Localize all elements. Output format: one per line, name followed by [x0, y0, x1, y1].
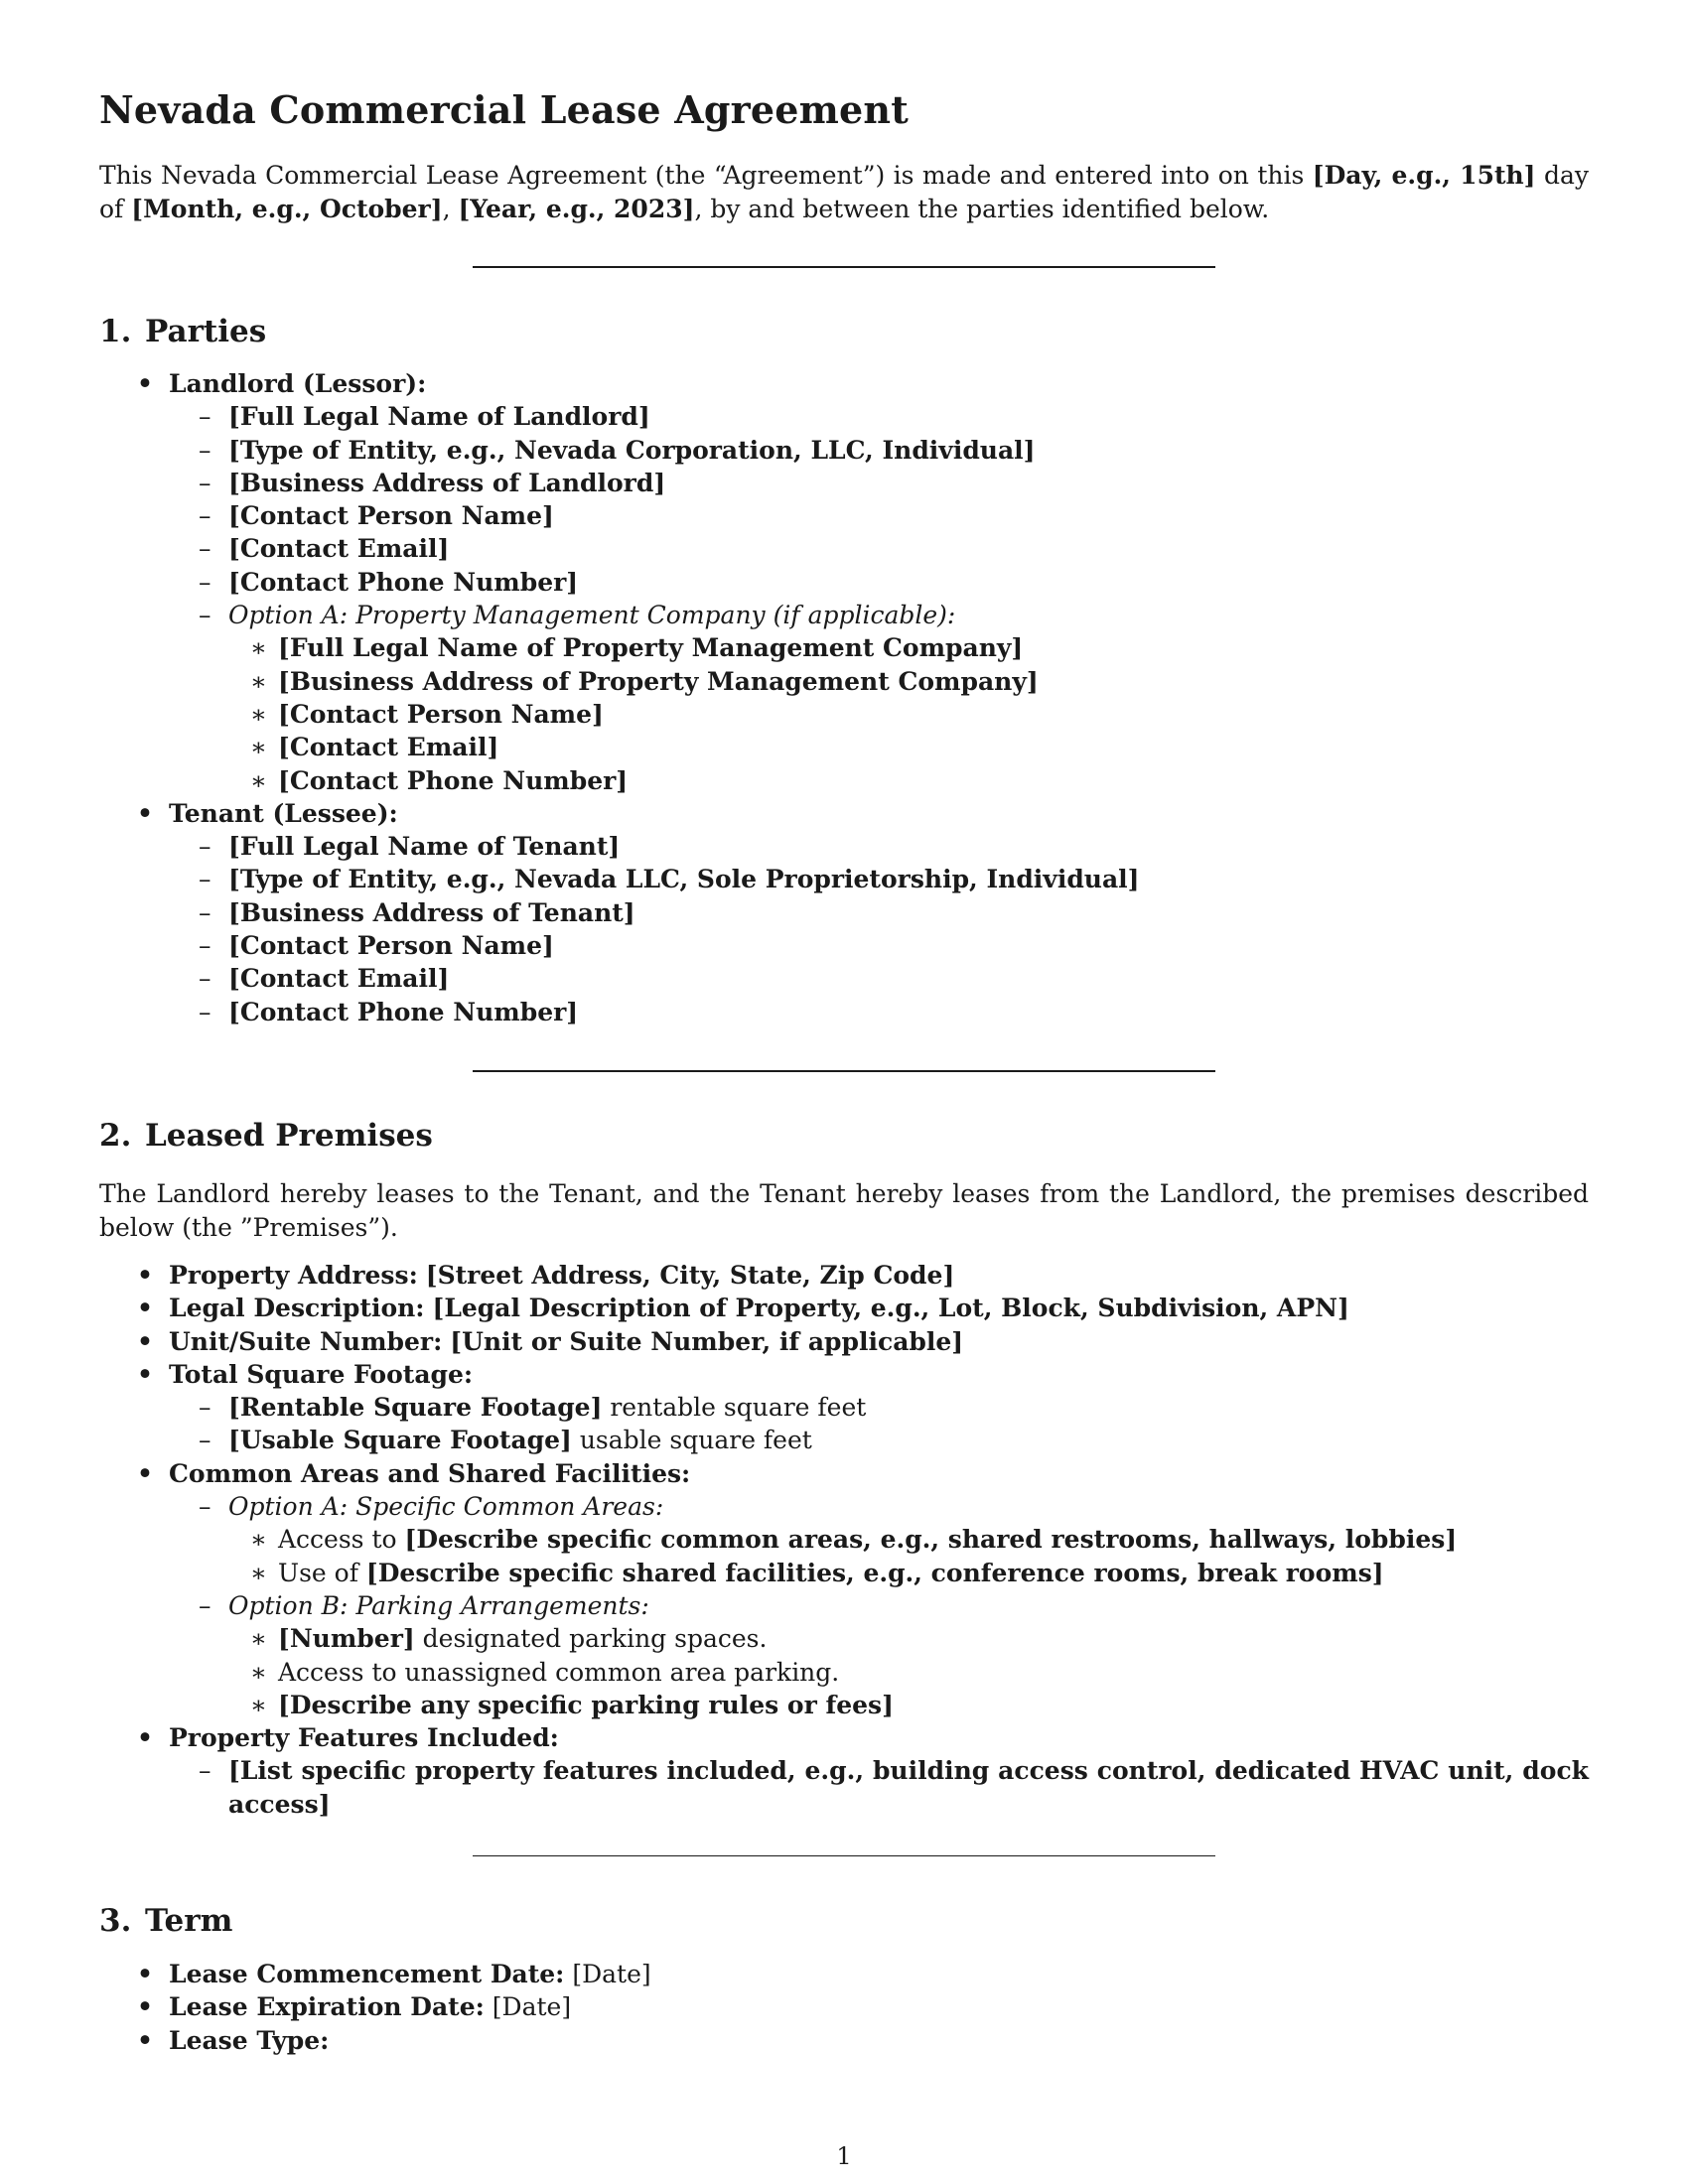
field-label: Lease Expiration Date: — [169, 1992, 485, 2022]
field-label: Common Areas and Shared Facilities: — [169, 1458, 691, 1488]
list-item — [169, 896, 1589, 929]
placeholder-text: [Business Address of Landlord] — [228, 468, 666, 497]
legal-description-item — [99, 1292, 1589, 1324]
placeholder-text: [Type of Entity, e.g., Nevada LLC, Sole Proprietorship, Individual] — [228, 865, 1140, 894]
placeholder-text: [Contact Person Name] — [228, 501, 554, 531]
section-number: 2. — [99, 1118, 132, 1154]
list-item — [228, 665, 1589, 698]
placeholder-text: [Contact Email] — [278, 733, 499, 762]
horizontal-rule — [473, 266, 1215, 268]
common-areas-item — [99, 1457, 1589, 1721]
option-a-details — [228, 1523, 1589, 1589]
unit-text: rentable square feet — [602, 1393, 867, 1423]
placeholder-text: [Describe any specific parking rules or fees] — [278, 1690, 894, 1719]
placeholder-text: [Contact Phone Number] — [228, 997, 579, 1026]
option-a-item — [169, 1490, 1589, 1589]
intro-text-2: day of — [99, 161, 1589, 223]
placeholder-text: [List specific property features included, e.g., building access control, dedicated HVAC unit, dock access] — [228, 1756, 1589, 1819]
list-item — [169, 434, 1589, 467]
section-heading-term — [99, 1903, 232, 1939]
field-label: Legal Description: — [169, 1294, 425, 1323]
page-number: 1 — [836, 2142, 852, 2170]
item-text: Access to unassigned common area parking. — [278, 1657, 840, 1687]
intro-month: [Month, e.g., October] — [131, 195, 443, 223]
list-item — [169, 929, 1589, 962]
list-item — [228, 1689, 1589, 1721]
prefix-text: Use of — [278, 1558, 366, 1587]
list-item — [169, 863, 1589, 895]
tenant-item — [99, 797, 1589, 1028]
placeholder-text: [Full Legal Name of Tenant] — [228, 832, 621, 862]
field-label: Lease Type: — [169, 2025, 330, 2055]
lease-type-item — [99, 2024, 1589, 2057]
list-item — [228, 631, 1589, 664]
tenant-details — [169, 830, 1589, 1028]
placeholder-text: [Full Legal Name of Property Management Company] — [278, 633, 1024, 663]
list-item — [169, 962, 1589, 995]
premises-intro: The Landlord hereby leases to the Tenant, and the Tenant hereby leases from the Landlord, the premises described below (the ”Premises”). — [99, 1179, 1589, 1242]
unit-number-item — [99, 1325, 1589, 1358]
placeholder-text: [Unit or Suite Number, if applicable] — [450, 1326, 964, 1356]
field-label: Property Address: — [169, 1261, 418, 1290]
section-title: Parties — [145, 314, 267, 349]
option-label: Option A: Specific Common Areas: — [228, 1492, 664, 1522]
common-areas-options — [169, 1490, 1589, 1721]
list-item — [169, 996, 1589, 1028]
list-item — [228, 1622, 1589, 1655]
option-b-item — [169, 1589, 1589, 1721]
square-footage-item — [99, 1358, 1589, 1457]
list-item — [169, 830, 1589, 863]
intro-text-4: , by and between the parties identified below. — [694, 195, 1270, 223]
option-a-label: Option A: Property Management Company (if applicable): — [228, 601, 956, 630]
intro-year: [Year, e.g., 2023] — [458, 195, 695, 223]
list-item — [169, 566, 1589, 599]
placeholder-text: [Contact Phone Number] — [278, 765, 629, 795]
tenant-label: Tenant (Lessee): — [169, 798, 398, 828]
placeholder-text: [Legal Description of Property, e.g., Lot, Block, Subdivision, APN] — [432, 1294, 1349, 1323]
section-heading-premises — [99, 1118, 433, 1154]
intro-text-3: , — [442, 195, 459, 223]
horizontal-rule — [473, 1070, 1215, 1072]
list-item — [228, 698, 1589, 731]
placeholder-text: [Date] — [572, 1960, 651, 1988]
placeholder-text: [Business Address of Property Management Company] — [278, 666, 1039, 696]
section-title: Leased Premises — [145, 1118, 433, 1154]
placeholder-text: [Describe specific common areas, e.g., shared restrooms, hallways, lobbies] — [404, 1525, 1458, 1555]
property-address-item — [99, 1259, 1589, 1292]
placeholder-text: [Rentable Square Footage] — [228, 1393, 603, 1423]
square-footage-details — [169, 1391, 1589, 1457]
placeholder-text: [Type of Entity, e.g., Nevada Corporation, LLC, Individual] — [228, 435, 1036, 465]
list-item — [228, 731, 1589, 763]
list-item — [169, 467, 1589, 499]
section-number: 3. — [99, 1903, 132, 1939]
section-heading-parties — [99, 314, 266, 349]
placeholder-text: [Contact Email] — [228, 534, 450, 564]
prefix-text: Access to — [278, 1525, 405, 1555]
field-label: Unit/Suite Number: — [169, 1326, 443, 1356]
horizontal-rule — [473, 1855, 1215, 1856]
placeholder-text: [Contact Phone Number] — [228, 567, 579, 597]
field-label: Property Features Included: — [169, 1723, 559, 1753]
placeholder-text: [Number] — [278, 1624, 415, 1654]
landlord-details — [169, 400, 1589, 797]
list-item — [169, 1391, 1589, 1424]
field-label: Total Square Footage: — [169, 1359, 474, 1389]
placeholder-text: [Describe specific shared facilities, e.g., conference rooms, break rooms] — [365, 1558, 1384, 1587]
list-item — [169, 400, 1589, 433]
section-number: 1. — [99, 314, 132, 349]
placeholder-text: [Street Address, City, State, Zip Code] — [425, 1261, 955, 1290]
placeholder-text: [Contact Person Name] — [228, 931, 554, 961]
intro-day: [Day, e.g., 15th] — [1312, 161, 1536, 190]
parties-list — [99, 367, 1589, 1028]
landlord-label: Landlord (Lessor): — [169, 369, 427, 398]
field-label: Lease Commencement Date: — [169, 1960, 565, 1988]
term-list — [99, 1958, 1589, 2057]
suffix-text: designated parking spaces. — [414, 1624, 768, 1654]
expiration-date-item — [99, 1990, 1589, 2023]
list-item — [169, 532, 1589, 565]
document-title: Nevada Commercial Lease Agreement — [99, 87, 910, 132]
property-features-item — [99, 1721, 1589, 1821]
list-item — [228, 1656, 1589, 1689]
property-features-details — [169, 1754, 1589, 1821]
list-item — [169, 1754, 1589, 1821]
placeholder-text: [Date] — [492, 1992, 572, 2022]
placeholder-text: [Contact Person Name] — [278, 699, 604, 729]
management-company-details — [228, 631, 1589, 796]
placeholder-text: [Full Legal Name of Landlord] — [228, 402, 650, 432]
list-item — [228, 764, 1589, 797]
list-item — [169, 1424, 1589, 1456]
list-item — [228, 1523, 1589, 1556]
placeholder-text: [Contact Email] — [228, 964, 450, 994]
placeholder-text: [Usable Square Footage] — [228, 1426, 572, 1455]
intro-text-1: This Nevada Commercial Lease Agreement (the “Agreement”) is made and entered into on this — [99, 161, 1313, 190]
section-title: Term — [145, 1903, 233, 1939]
placeholder-text: [Business Address of Tenant] — [228, 897, 635, 927]
unit-text: usable square feet — [571, 1426, 812, 1455]
intro-paragraph — [99, 159, 1589, 226]
option-b-details — [228, 1622, 1589, 1721]
list-item — [228, 1557, 1589, 1589]
premises-list — [99, 1259, 1589, 1821]
list-item — [169, 499, 1589, 532]
option-a-item — [169, 599, 1589, 797]
landlord-item — [99, 367, 1589, 797]
option-label: Option B: Parking Arrangements: — [228, 1590, 649, 1620]
commencement-date-item — [99, 1958, 1589, 1990]
